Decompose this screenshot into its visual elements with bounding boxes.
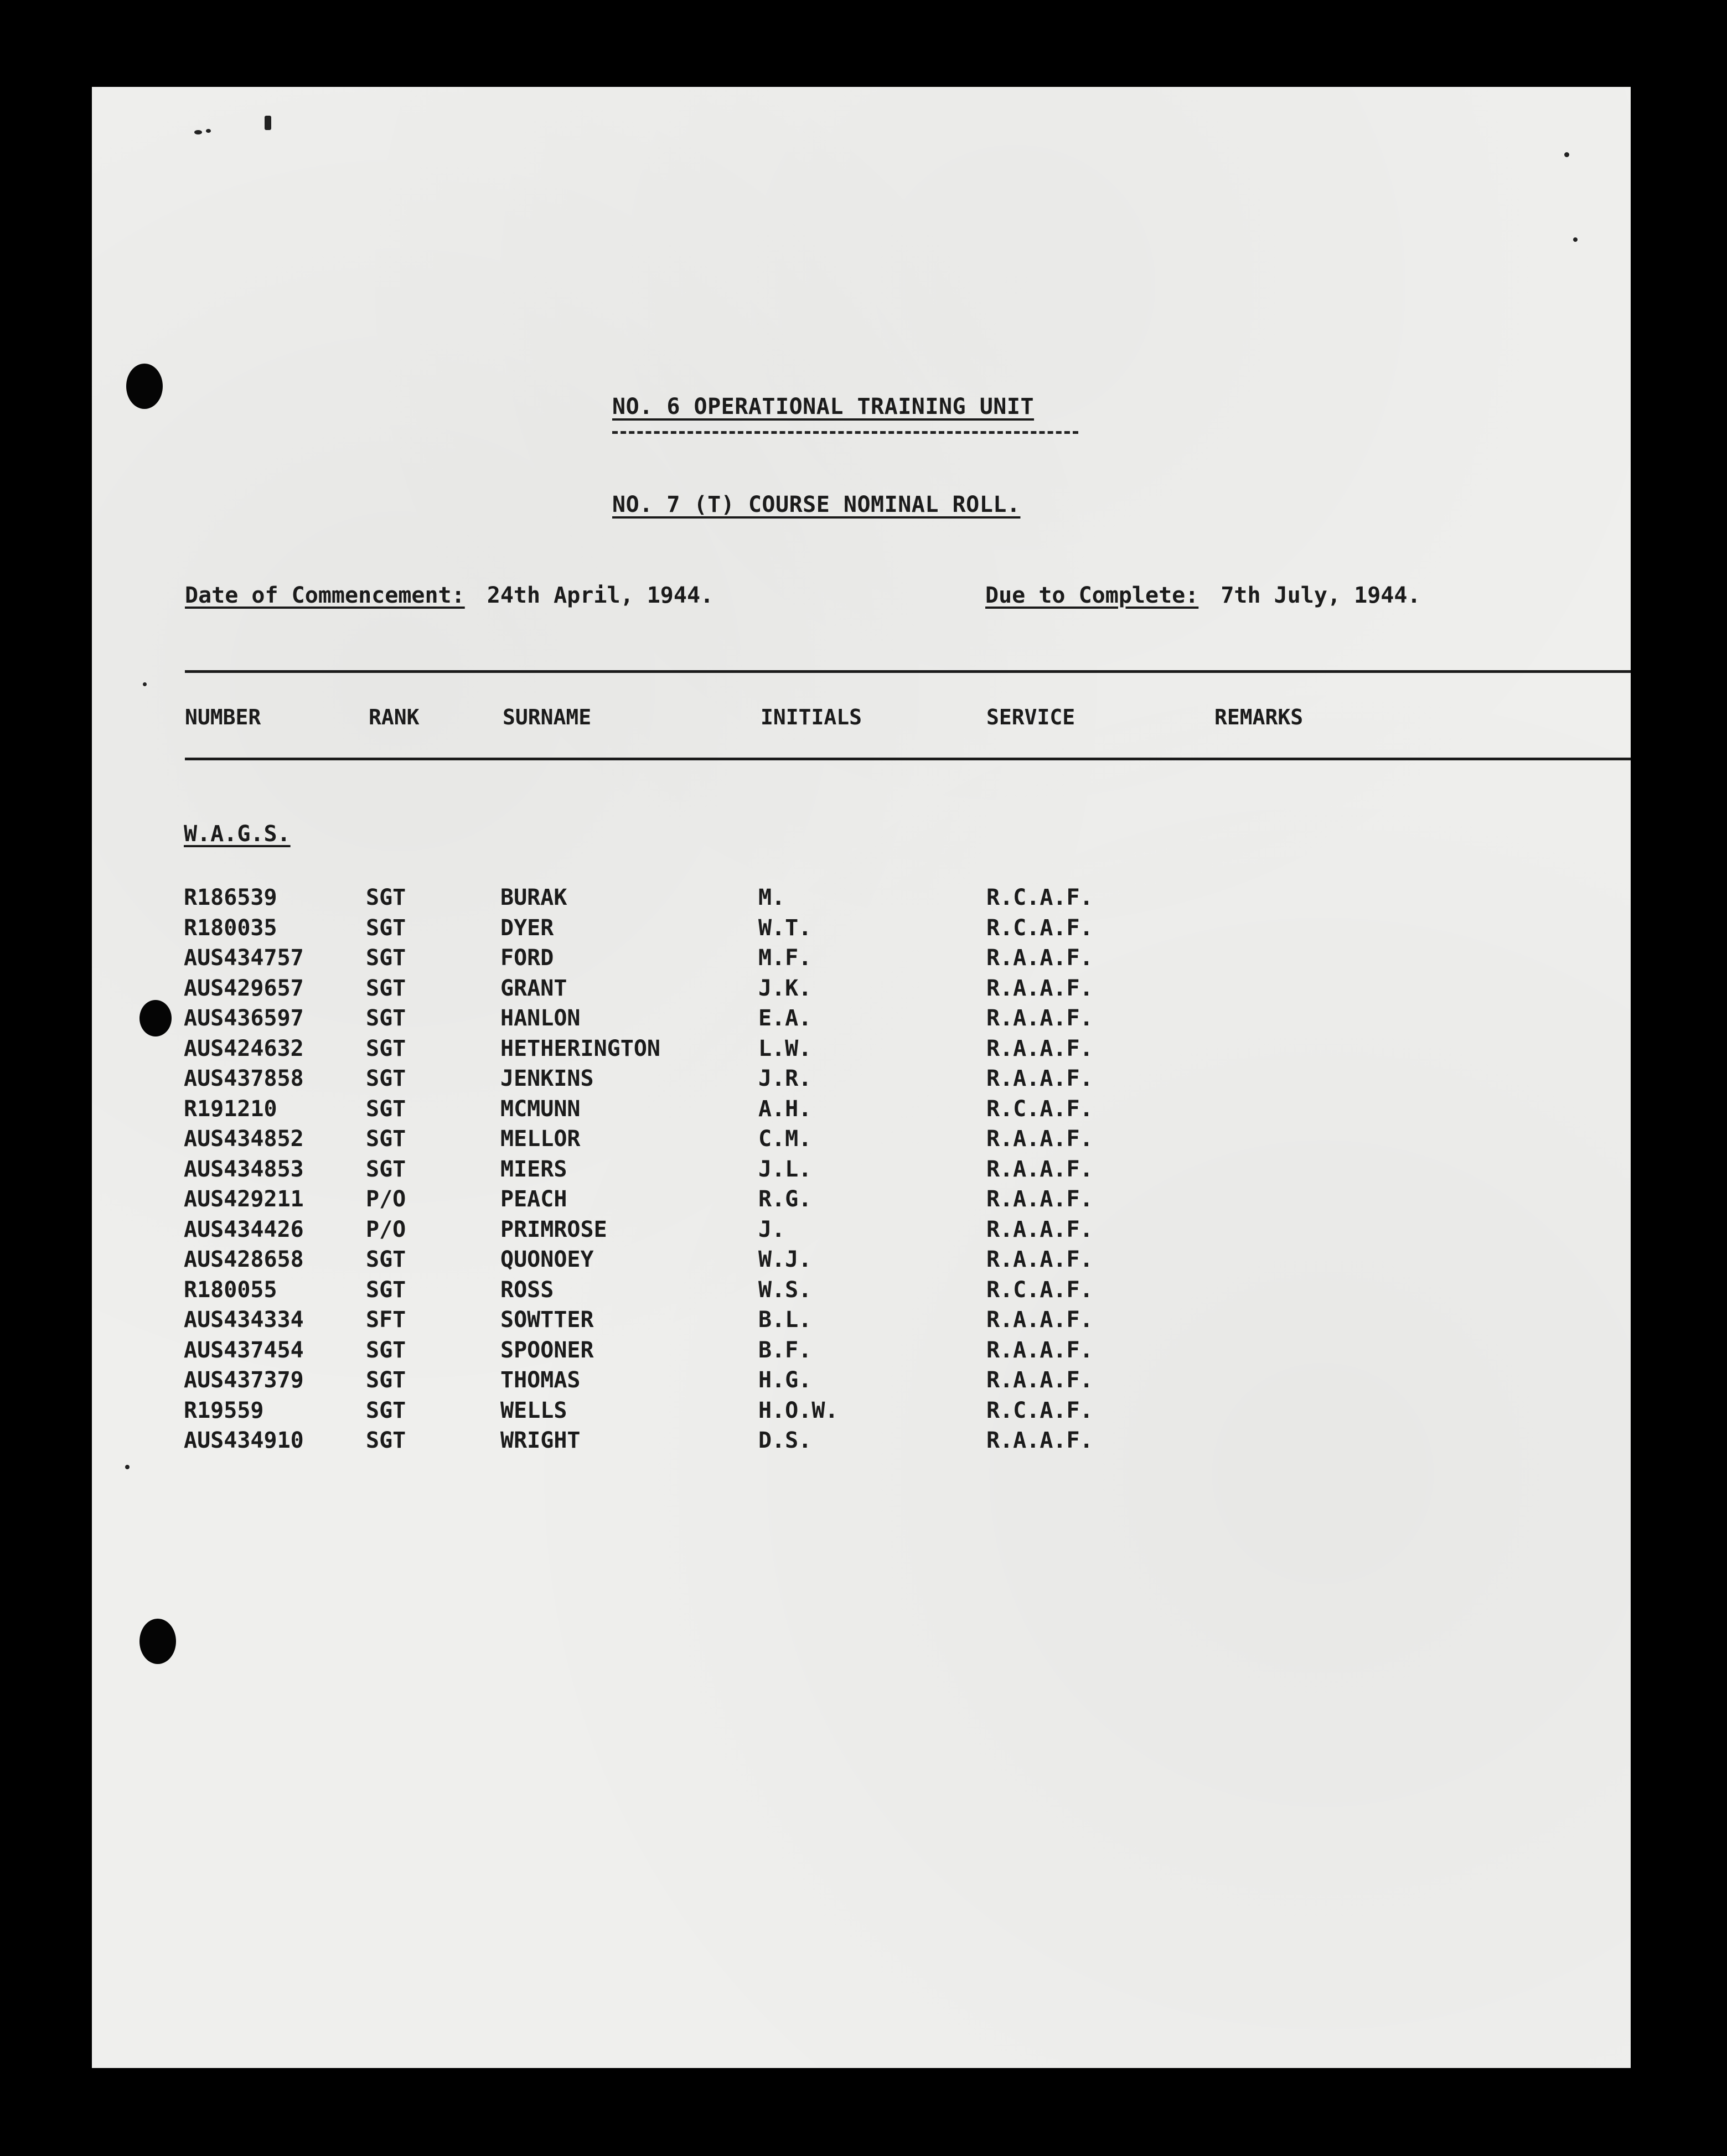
punch-hole bbox=[139, 1619, 176, 1664]
header-remarks: REMARKS bbox=[1214, 705, 1304, 729]
cell-service: R.A.A.F. bbox=[986, 1035, 1093, 1061]
cell-initials: A.H. bbox=[758, 1096, 812, 1122]
cell-number: AUS434852 bbox=[184, 1126, 304, 1152]
ink-speck bbox=[194, 130, 202, 134]
header-bottom-rule bbox=[185, 758, 1631, 760]
punch-hole bbox=[126, 364, 163, 409]
document-page bbox=[92, 87, 1631, 2068]
commencement-line bbox=[185, 583, 713, 608]
cell-number: AUS429657 bbox=[184, 975, 304, 1001]
ink-speck bbox=[1564, 152, 1569, 157]
cell-service: R.A.A.F. bbox=[986, 1066, 1093, 1091]
table-row bbox=[92, 1398, 1631, 1428]
cell-initials: J. bbox=[758, 1216, 785, 1242]
cell-surname: PRIMROSE bbox=[500, 1216, 607, 1242]
cell-rank: SGT bbox=[366, 885, 406, 910]
completion-line bbox=[985, 583, 1421, 608]
cell-number: AUS436597 bbox=[184, 1006, 304, 1031]
ink-speck bbox=[125, 1465, 130, 1469]
cell-rank: SGT bbox=[366, 1035, 406, 1061]
complete-label: Due to Complete: bbox=[985, 583, 1199, 608]
cell-number: AUS424632 bbox=[184, 1035, 304, 1061]
header-surname: SURNAME bbox=[503, 705, 592, 729]
table-row bbox=[92, 1006, 1631, 1036]
table-row bbox=[92, 1338, 1631, 1368]
cell-number: AUS429211 bbox=[184, 1186, 304, 1212]
cell-number: R19559 bbox=[184, 1397, 264, 1423]
table-row bbox=[92, 976, 1631, 1006]
cell-initials: C.M. bbox=[758, 1126, 812, 1152]
cell-surname: HETHERINGTON bbox=[500, 1035, 660, 1061]
table-row bbox=[92, 915, 1631, 946]
header-rank: RANK bbox=[369, 705, 420, 729]
cell-surname: JENKINS bbox=[500, 1066, 594, 1091]
cell-number: R191210 bbox=[184, 1096, 277, 1122]
cell-service: R.A.A.F. bbox=[986, 1156, 1093, 1182]
cell-rank: SGT bbox=[366, 975, 406, 1001]
header-number: NUMBER bbox=[185, 705, 261, 729]
nominal-roll-table bbox=[92, 885, 1631, 1458]
cell-initials: D.S. bbox=[758, 1428, 812, 1453]
cell-service: R.A.A.F. bbox=[986, 1428, 1093, 1453]
cell-number: AUS437858 bbox=[184, 1066, 304, 1091]
cell-number: AUS434757 bbox=[184, 945, 304, 971]
cell-surname: SOWTTER bbox=[500, 1307, 594, 1333]
cell-service: R.A.A.F. bbox=[986, 1337, 1093, 1363]
cell-rank: SGT bbox=[366, 1066, 406, 1091]
table-row bbox=[92, 1186, 1631, 1217]
cell-initials: J.L. bbox=[758, 1156, 812, 1182]
cell-rank: SGT bbox=[366, 1337, 406, 1363]
cell-service: R.A.A.F. bbox=[986, 945, 1093, 971]
cell-rank: P/O bbox=[366, 1216, 406, 1242]
cell-number: R186539 bbox=[184, 885, 277, 910]
cell-surname: ROSS bbox=[500, 1277, 554, 1303]
table-row bbox=[92, 1066, 1631, 1096]
table-row bbox=[92, 1126, 1631, 1157]
cell-initials: W.S. bbox=[758, 1277, 812, 1303]
cell-number: AUS437379 bbox=[184, 1367, 304, 1393]
cell-initials: M. bbox=[758, 885, 785, 910]
header-top-rule bbox=[185, 670, 1631, 673]
cell-surname: HANLON bbox=[500, 1006, 581, 1031]
cell-initials: E.A. bbox=[758, 1006, 812, 1031]
cell-initials: J.R. bbox=[758, 1066, 812, 1091]
cell-rank: SGT bbox=[366, 1277, 406, 1303]
cell-initials: R.G. bbox=[758, 1186, 812, 1212]
cell-initials: B.L. bbox=[758, 1307, 812, 1333]
cell-surname: WRIGHT bbox=[500, 1428, 581, 1453]
table-row bbox=[92, 1428, 1631, 1458]
ink-speck bbox=[206, 129, 211, 133]
table-row bbox=[92, 1217, 1631, 1247]
complete-value: 7th July, 1944. bbox=[1221, 583, 1421, 608]
cell-number: AUS428658 bbox=[184, 1247, 304, 1272]
ink-speck bbox=[143, 682, 147, 686]
cell-service: R.A.A.F. bbox=[986, 1186, 1093, 1212]
title-dashed-rule bbox=[612, 431, 1078, 434]
cell-surname: QUONOEY bbox=[500, 1247, 594, 1272]
cell-number: AUS434334 bbox=[184, 1307, 304, 1333]
document-title: NO. 6 OPERATIONAL TRAINING UNIT bbox=[612, 394, 1035, 419]
cell-service: R.A.A.F. bbox=[986, 975, 1093, 1001]
cell-surname: THOMAS bbox=[500, 1367, 581, 1393]
cell-number: AUS437454 bbox=[184, 1337, 304, 1363]
ink-speck bbox=[265, 116, 271, 130]
cell-surname: GRANT bbox=[500, 975, 567, 1001]
cell-initials: B.F. bbox=[758, 1337, 812, 1363]
cell-surname: FORD bbox=[500, 945, 554, 971]
cell-initials: W.T. bbox=[758, 915, 812, 941]
cell-service: R.C.A.F. bbox=[986, 1397, 1093, 1423]
cell-rank: SGT bbox=[366, 1156, 406, 1182]
cell-service: R.C.A.F. bbox=[986, 1096, 1093, 1122]
cell-service: R.C.A.F. bbox=[986, 915, 1093, 941]
cell-number: R180035 bbox=[184, 915, 277, 941]
ink-speck bbox=[1573, 237, 1578, 242]
table-row bbox=[92, 1367, 1631, 1398]
table-row bbox=[92, 1157, 1631, 1187]
cell-rank: SGT bbox=[366, 1096, 406, 1122]
cell-surname: MELLOR bbox=[500, 1126, 581, 1152]
cell-service: R.A.A.F. bbox=[986, 1006, 1093, 1031]
header-service: SERVICE bbox=[986, 705, 1076, 729]
cell-rank: SGT bbox=[366, 1247, 406, 1272]
cell-rank: SGT bbox=[366, 915, 406, 941]
table-row bbox=[92, 1096, 1631, 1127]
cell-initials: M.F. bbox=[758, 945, 812, 971]
cell-service: R.A.A.F. bbox=[986, 1247, 1093, 1272]
cell-service: R.A.A.F. bbox=[986, 1367, 1093, 1393]
cell-rank: SFT bbox=[366, 1307, 406, 1333]
cell-rank: SGT bbox=[366, 1428, 406, 1453]
cell-service: R.A.A.F. bbox=[986, 1307, 1093, 1333]
table-row bbox=[92, 945, 1631, 976]
cell-surname: MIERS bbox=[500, 1156, 567, 1182]
cell-initials: L.W. bbox=[758, 1035, 812, 1061]
table-row bbox=[92, 1277, 1631, 1308]
cell-service: R.A.A.F. bbox=[986, 1216, 1093, 1242]
cell-surname: BURAK bbox=[500, 885, 567, 910]
cell-initials: H.O.W. bbox=[758, 1397, 839, 1423]
section-label: W.A.G.S. bbox=[184, 821, 291, 847]
cell-rank: SGT bbox=[366, 1126, 406, 1152]
table-row bbox=[92, 1036, 1631, 1066]
cell-service: R.C.A.F. bbox=[986, 885, 1093, 910]
cell-service: R.C.A.F. bbox=[986, 1277, 1093, 1303]
cell-initials: W.J. bbox=[758, 1247, 812, 1272]
cell-surname: SPOONER bbox=[500, 1337, 594, 1363]
cell-initials: H.G. bbox=[758, 1367, 812, 1393]
cell-service: R.A.A.F. bbox=[986, 1126, 1093, 1152]
cell-surname: DYER bbox=[500, 915, 554, 941]
document-subtitle: NO. 7 (T) COURSE NOMINAL ROLL. bbox=[612, 492, 1021, 517]
cell-number: AUS434426 bbox=[184, 1216, 304, 1242]
table-row bbox=[92, 1307, 1631, 1338]
cell-number: AUS434853 bbox=[184, 1156, 304, 1182]
cell-number: R180055 bbox=[184, 1277, 277, 1303]
cell-surname: MCMUNN bbox=[500, 1096, 581, 1122]
cell-rank: P/O bbox=[366, 1186, 406, 1212]
cell-rank: SGT bbox=[366, 1006, 406, 1031]
cell-number: AUS434910 bbox=[184, 1428, 304, 1453]
cell-initials: J.K. bbox=[758, 975, 812, 1001]
table-row bbox=[92, 1247, 1631, 1277]
cell-rank: SGT bbox=[366, 945, 406, 971]
table-row bbox=[92, 885, 1631, 915]
header-initials: INITIALS bbox=[761, 705, 862, 729]
cell-rank: SGT bbox=[366, 1367, 406, 1393]
commencement-label: Date of Commencement: bbox=[185, 583, 465, 608]
commencement-value: 24th April, 1944. bbox=[487, 583, 714, 608]
cell-surname: PEACH bbox=[500, 1186, 567, 1212]
cell-rank: SGT bbox=[366, 1397, 406, 1423]
cell-surname: WELLS bbox=[500, 1397, 567, 1423]
